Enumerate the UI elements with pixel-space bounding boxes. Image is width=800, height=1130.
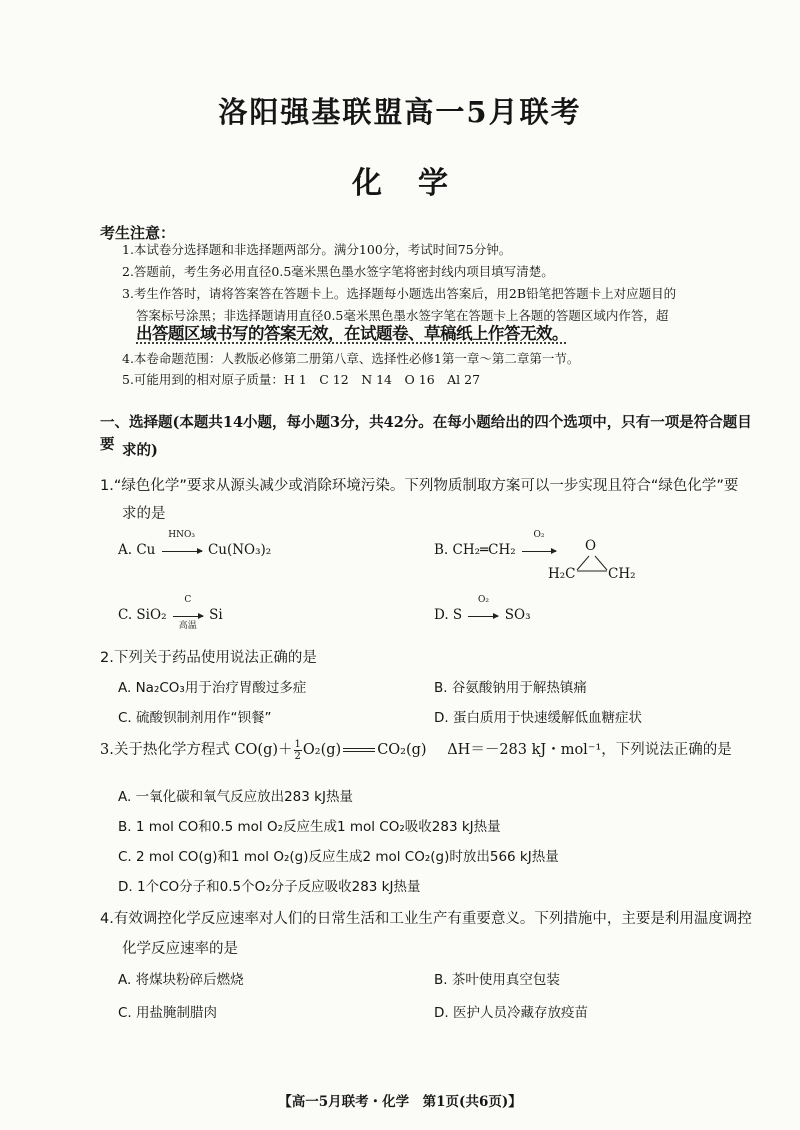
q1-d-reagent: O₂ xyxy=(477,594,489,605)
q1-b-reactant: B. CH₂═CH₂ xyxy=(434,542,516,558)
q1-c-product: Si xyxy=(209,607,223,623)
q3-stem-mid: O₂(g) xyxy=(302,742,342,758)
question-1-stem-cont: 求的是 xyxy=(122,506,166,522)
question-3-stem xyxy=(100,738,760,762)
question-4-stem: 4.有效调控化学反应速率对人们的日常生活和工业生产有重要意义。下列措施中，主要是利用温度调控 xyxy=(100,911,752,927)
notice-item-1: 1.本试卷分选择题和非选择题两部分。满分100分，考试时间75分钟。 xyxy=(122,242,512,257)
q3-stem-product: CO₂(g) xyxy=(377,742,427,758)
q3-stem-pre: 3.关于热化学方程式 CO(g)＋ xyxy=(100,742,293,758)
question-1-stem: 1.“绿色化学”要求从源头减少或消除环境污染。下列物质制取方案可以一步实现且符合“绿色化学”要 xyxy=(100,478,739,494)
q3-option-c: C. 2 mol CO(g)和1 mol O₂(g)反应生成2 mol CO₂(g)时放出566 kJ热量 xyxy=(118,849,559,865)
q1-d-arrow xyxy=(468,594,498,624)
q4-option-a: A. 将煤块粉碎后燃烧 xyxy=(118,972,244,988)
notice-item-2: 2.答题前，考生务必用直径0.5毫米黑色墨水签字笔将密封线内项目填写清楚。 xyxy=(122,264,554,279)
q1-b-arrow xyxy=(522,529,556,559)
q3-option-b: B. 1 mol CO和0.5 mol O₂反应生成1 mol CO₂吸收283 kJ热量 xyxy=(118,819,501,835)
q1-a-reactant: A. Cu xyxy=(118,542,156,558)
section-heading: 一、选择题(本题共14小题，每小题3分，共42分。在每小题给出的四个选项中，只有一项是符合题目要 xyxy=(100,414,752,453)
question-2-stem: 2.下列关于药品使用说法正确的是 xyxy=(100,650,317,666)
q3-option-d: D. 1个CO分子和0.5个O₂分子反应吸收283 kJ热量 xyxy=(118,879,421,895)
q3-stem-post: ΔH＝－283 kJ・mol⁻¹，下列说法正确的是 xyxy=(447,742,732,758)
notice-heading: 考生注意： xyxy=(100,224,176,242)
notice-item-3: 3.考生作答时，请将答案答在答题卡上。选择题每小题选出答案后，用2B铅笔把答题卡上对应题目的 xyxy=(122,286,677,301)
q1-option-b xyxy=(434,529,558,559)
q3-option-a: A. 一氧化碳和氧气反应放出283 kJ热量 xyxy=(118,789,353,805)
page-footer: 【高一5月联考・化学 第1页(共6页)】 xyxy=(278,1094,522,1110)
q1-c-reagent: C xyxy=(184,594,192,605)
q4-option-d: D. 医护人员冷藏存放疫苗 xyxy=(434,1005,588,1021)
q1-a-product: Cu(NO₃)₂ xyxy=(207,542,272,558)
section-heading-cont: 求的) xyxy=(122,442,158,459)
q1-b-epoxide-left: H₂C xyxy=(548,566,576,582)
q1-d-product: SO₃ xyxy=(504,607,531,623)
subject-title: 化学 xyxy=(352,166,484,201)
notice-item-3-cont: 答案标号涂黑；非选择题请用直径0.5毫米黑色墨水签字笔在答题卡上各题的答题区域内作答，超 xyxy=(136,308,669,323)
question-4-stem-cont: 化学反应速率的是 xyxy=(122,941,238,957)
q1-b-epoxide-right: CH₂ xyxy=(608,566,636,582)
q1-a-reagent: HNO₃ xyxy=(168,529,196,540)
q3-equals-sign xyxy=(343,748,375,752)
q1-c-arrow xyxy=(173,594,203,631)
q1-option-d xyxy=(434,594,531,624)
q3-fraction xyxy=(294,739,302,762)
q3-frac-num: 1 xyxy=(294,738,301,750)
q1-option-a xyxy=(118,529,272,559)
notice-item-4: 4.本卷命题范围：人教版必修第二册第八章、选择性必修1第一章～第二章第一节。 xyxy=(122,351,580,366)
q1-d-reactant: D. S xyxy=(434,607,463,623)
q1-b-reagent: O₂ xyxy=(533,529,545,540)
q2-option-a: A. Na₂CO₃用于治疗胃酸过多症 xyxy=(118,680,307,696)
q1-option-c xyxy=(118,594,223,631)
q1-c-condition: 高温 xyxy=(178,620,197,631)
exam-title: 洛阳强基联盟高一5月联考 xyxy=(218,95,582,129)
q2-option-c: C. 硫酸钡制剂用作“钡餐” xyxy=(118,710,272,726)
q2-option-d: D. 蛋白质用于快速缓解低血糖症状 xyxy=(434,710,642,726)
q1-c-reactant: C. SiO₂ xyxy=(118,607,167,623)
notice-item-3-emphasis: 出答题区域书写的答案无效，在试题卷、草稿纸上作答无效。 xyxy=(136,324,568,343)
q2-option-b: B. 谷氨酸钠用于解热镇痛 xyxy=(434,680,587,696)
q1-a-arrow xyxy=(162,529,202,559)
q4-option-c: C. 用盐腌制腊肉 xyxy=(118,1005,218,1021)
notice-item-5: 5.可能用到的相对原子质量：H 1 C 12 N 14 O 16 Al 27 xyxy=(122,372,481,387)
q1-b-epoxide-o: O xyxy=(585,538,597,554)
q4-option-b: B. 茶叶使用真空包装 xyxy=(434,972,560,988)
q3-frac-den: 2 xyxy=(294,750,301,762)
